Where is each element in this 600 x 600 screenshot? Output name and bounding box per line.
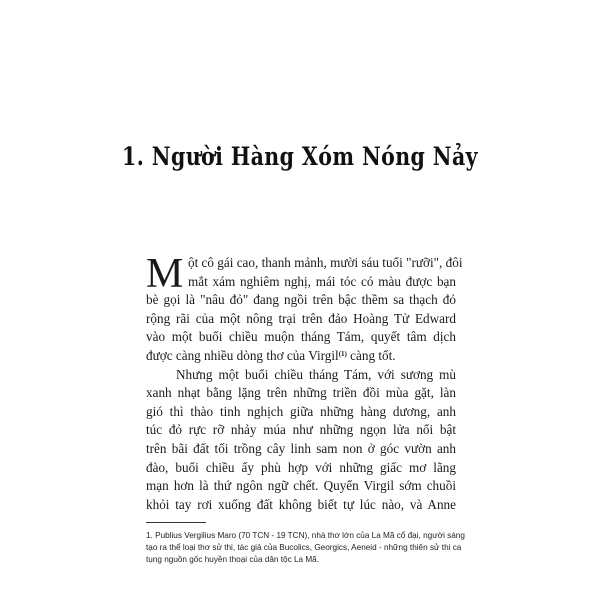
body-text — [146, 251, 463, 514]
chapter-title: 1. Người Hàng Xóm Nóng Nảy — [122, 142, 478, 171]
footnote-line: 1. Publius Vergilius Maro (70 TCN - 19 TCN), nhà thơ lớn của La Mã cổ đại, người sáng — [146, 531, 465, 540]
text-fragment: càng tốt. — [346, 347, 396, 363]
text-line: mắt xám nghiêm nghị, mái tóc có màu được bạn — [188, 273, 456, 289]
text-line: Nhưng một buổi chiều tháng Tám, với sương mù — [176, 366, 456, 382]
footnote-line: tạo ra thể loại thơ sử thi, tác giả của Bucolics, Georgics, Aeneid - những thiên sử thi ca — [146, 543, 462, 552]
text-line: xanh nhạt bằng lặng trên những triền đồi mùa gặt, làn — [146, 385, 456, 401]
text-line: túc đỏ rực rỡ nhảy múa như những ngọn lửa nổi bật — [146, 422, 456, 438]
text-fragment: được càng nhiều dòng thơ của Virgil — [146, 347, 339, 363]
footnote-divider — [146, 522, 206, 523]
text-line: ột cô gái cao, thanh mảnh, mười sáu tuổi "rưỡi", đôi — [188, 255, 463, 270]
text-line: khỏi tay rơi xuống đất không biết tự lúc nào, và Anne — [146, 496, 456, 512]
text-line: mạn hơn là thứ ngôn ngữ chết. Quyển Virgil sớm chuồi — [146, 478, 456, 494]
footnote — [146, 530, 465, 566]
text-line: trên bãi đất tối trồng cây linh sam non ở góc vườn anh — [146, 440, 456, 456]
text-line: rộng rãi của một nông trại trên đảo Hoàng Tử Edward — [146, 310, 456, 326]
text-line: gió thì thào tinh nghịch giữa những hàng dương, anh — [146, 403, 456, 419]
text-line — [146, 347, 456, 366]
footnote-ref[interactable]: (1) — [338, 349, 347, 358]
text-line: vào một buổi chiều muộn tháng Tám, quyết tâm dịch — [146, 329, 456, 345]
footnote-line: tụng nguồn gốc huyền thoại của dân tộc La Mã. — [146, 555, 319, 564]
drop-cap: M — [146, 251, 184, 297]
text-line: đào, buổi chiều ấy phù hợp với những giấc mơ lãng — [146, 459, 456, 475]
text-line: bè gọi là "nâu đỏ" đang ngồi trên bậc thềm sa thạch đỏ — [146, 292, 456, 308]
